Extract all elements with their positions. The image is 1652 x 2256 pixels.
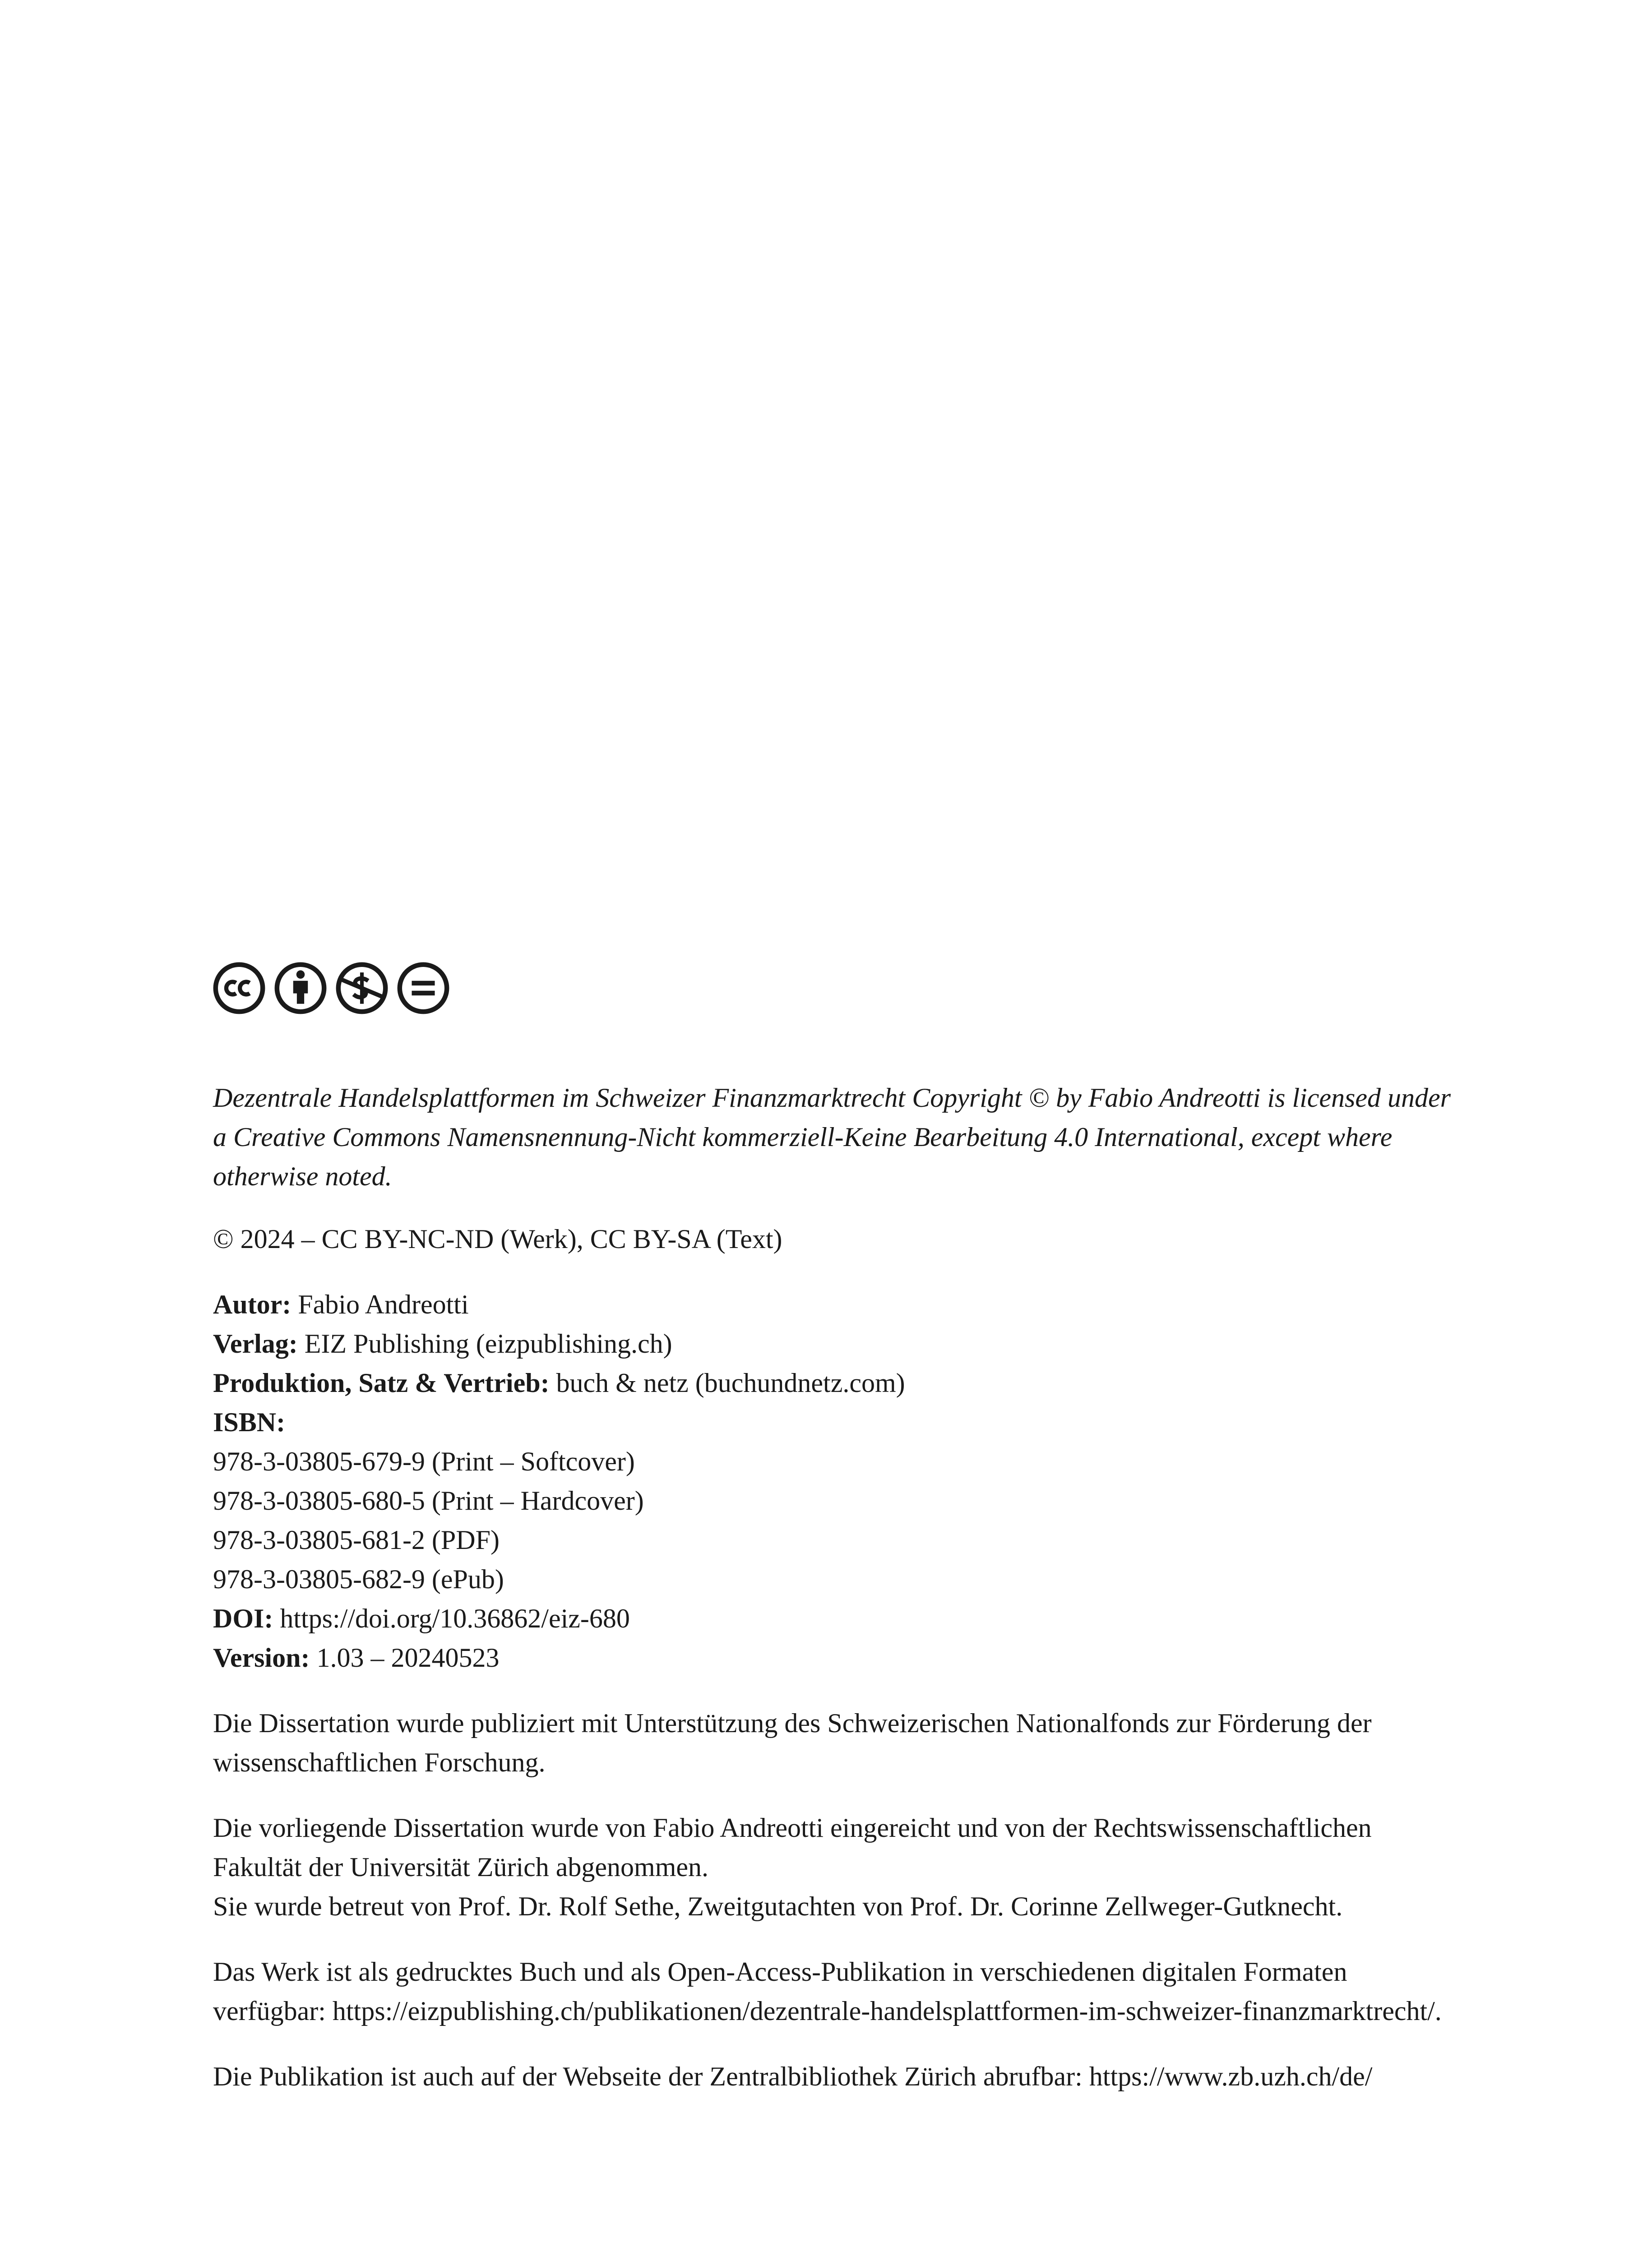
isbn-label: ISBN:: [213, 1407, 286, 1437]
author-line: [213, 1285, 1458, 1324]
non-commercial-icon: [336, 962, 388, 1014]
doi-link[interactable]: https://doi.org/10.36862/eiz-680: [273, 1604, 630, 1633]
publisher-line: [213, 1324, 1458, 1364]
submission-text: Die vorliegende Dissertation wurde von Fabio Andreotti eingereicht und von der Rechtswissenschaftlichen Fakultät der Universität Zürich abgenommen.: [213, 1813, 1372, 1882]
cc-icon: [213, 962, 265, 1014]
doi-label: DOI:: [213, 1604, 273, 1633]
version-label: Version:: [213, 1643, 310, 1673]
publisher-value: EIZ Publishing (eizpublishing.ch): [297, 1329, 672, 1359]
no-derivatives-icon: [397, 962, 449, 1014]
isbn-item: 978-3-03805-681-2 (PDF): [213, 1525, 500, 1555]
version-value: 1.03 – 20240523: [310, 1643, 500, 1673]
supervision-text: Sie wurde betreut von Prof. Dr. Rolf Sethe, Zweitgutachten von Prof. Dr. Corinne Zellweger-Gutknecht.: [213, 1891, 1343, 1921]
funding-paragraph: Die Dissertation wurde publiziert mit Unterstützung des Schweizerischen Nationalfonds zur Förderung der wissenschaftlichen Forschung.: [213, 1708, 1372, 1777]
imprint-content: [213, 961, 1458, 2122]
by-person-icon: [274, 962, 327, 1014]
production-value: buch & netz (buchundnetz.com): [549, 1368, 905, 1398]
author-label: Autor:: [213, 1290, 292, 1319]
publisher-label: Verlag:: [213, 1329, 298, 1359]
production-line: [213, 1364, 1458, 1403]
submission-paragraph: [213, 1808, 1458, 1926]
isbn-item: 978-3-03805-680-5 (Print – Hardcover): [213, 1486, 644, 1516]
author-value: Fabio Andreotti: [291, 1290, 469, 1319]
license-statement: Dezentrale Handelsplattformen im Schweizer Finanzmarktrecht Copyright © by Fabio Andreotti is licensed under a Creative Commons Namensnennung-Nicht kommerziell-Keine Bearbeitung 4.0 International, except where otherwise noted.: [213, 1083, 1451, 1191]
version-line: [213, 1638, 1458, 1678]
zb-paragraph: Die Publikation ist auch auf der Webseite der Zentralbibliothek Zürich abrufbar: https://www.zb.uzh.ch/de/: [213, 2062, 1373, 2091]
publication-metadata: [213, 1285, 1458, 1678]
production-label: Produktion, Satz & Vertrieb:: [213, 1368, 550, 1398]
availability-paragraph: Das Werk ist als gedrucktes Buch und als Open-Access-Publikation in verschiedenen digitalen Formaten verfügbar: https://eizpublishing.ch/publikationen/dezentrale-handelsplattformen-im-schweizer-finanzmarktrecht/.: [213, 1957, 1442, 2026]
copyright-line: © 2024 – CC BY-NC-ND (Werk), CC BY-SA (Text): [213, 1224, 782, 1254]
isbn-item: 978-3-03805-682-9 (ePub): [213, 1564, 504, 1594]
doi-line: [213, 1599, 1458, 1638]
isbn-item: 978-3-03805-679-9 (Print – Softcover): [213, 1447, 635, 1476]
license-icons: [213, 961, 1458, 1015]
